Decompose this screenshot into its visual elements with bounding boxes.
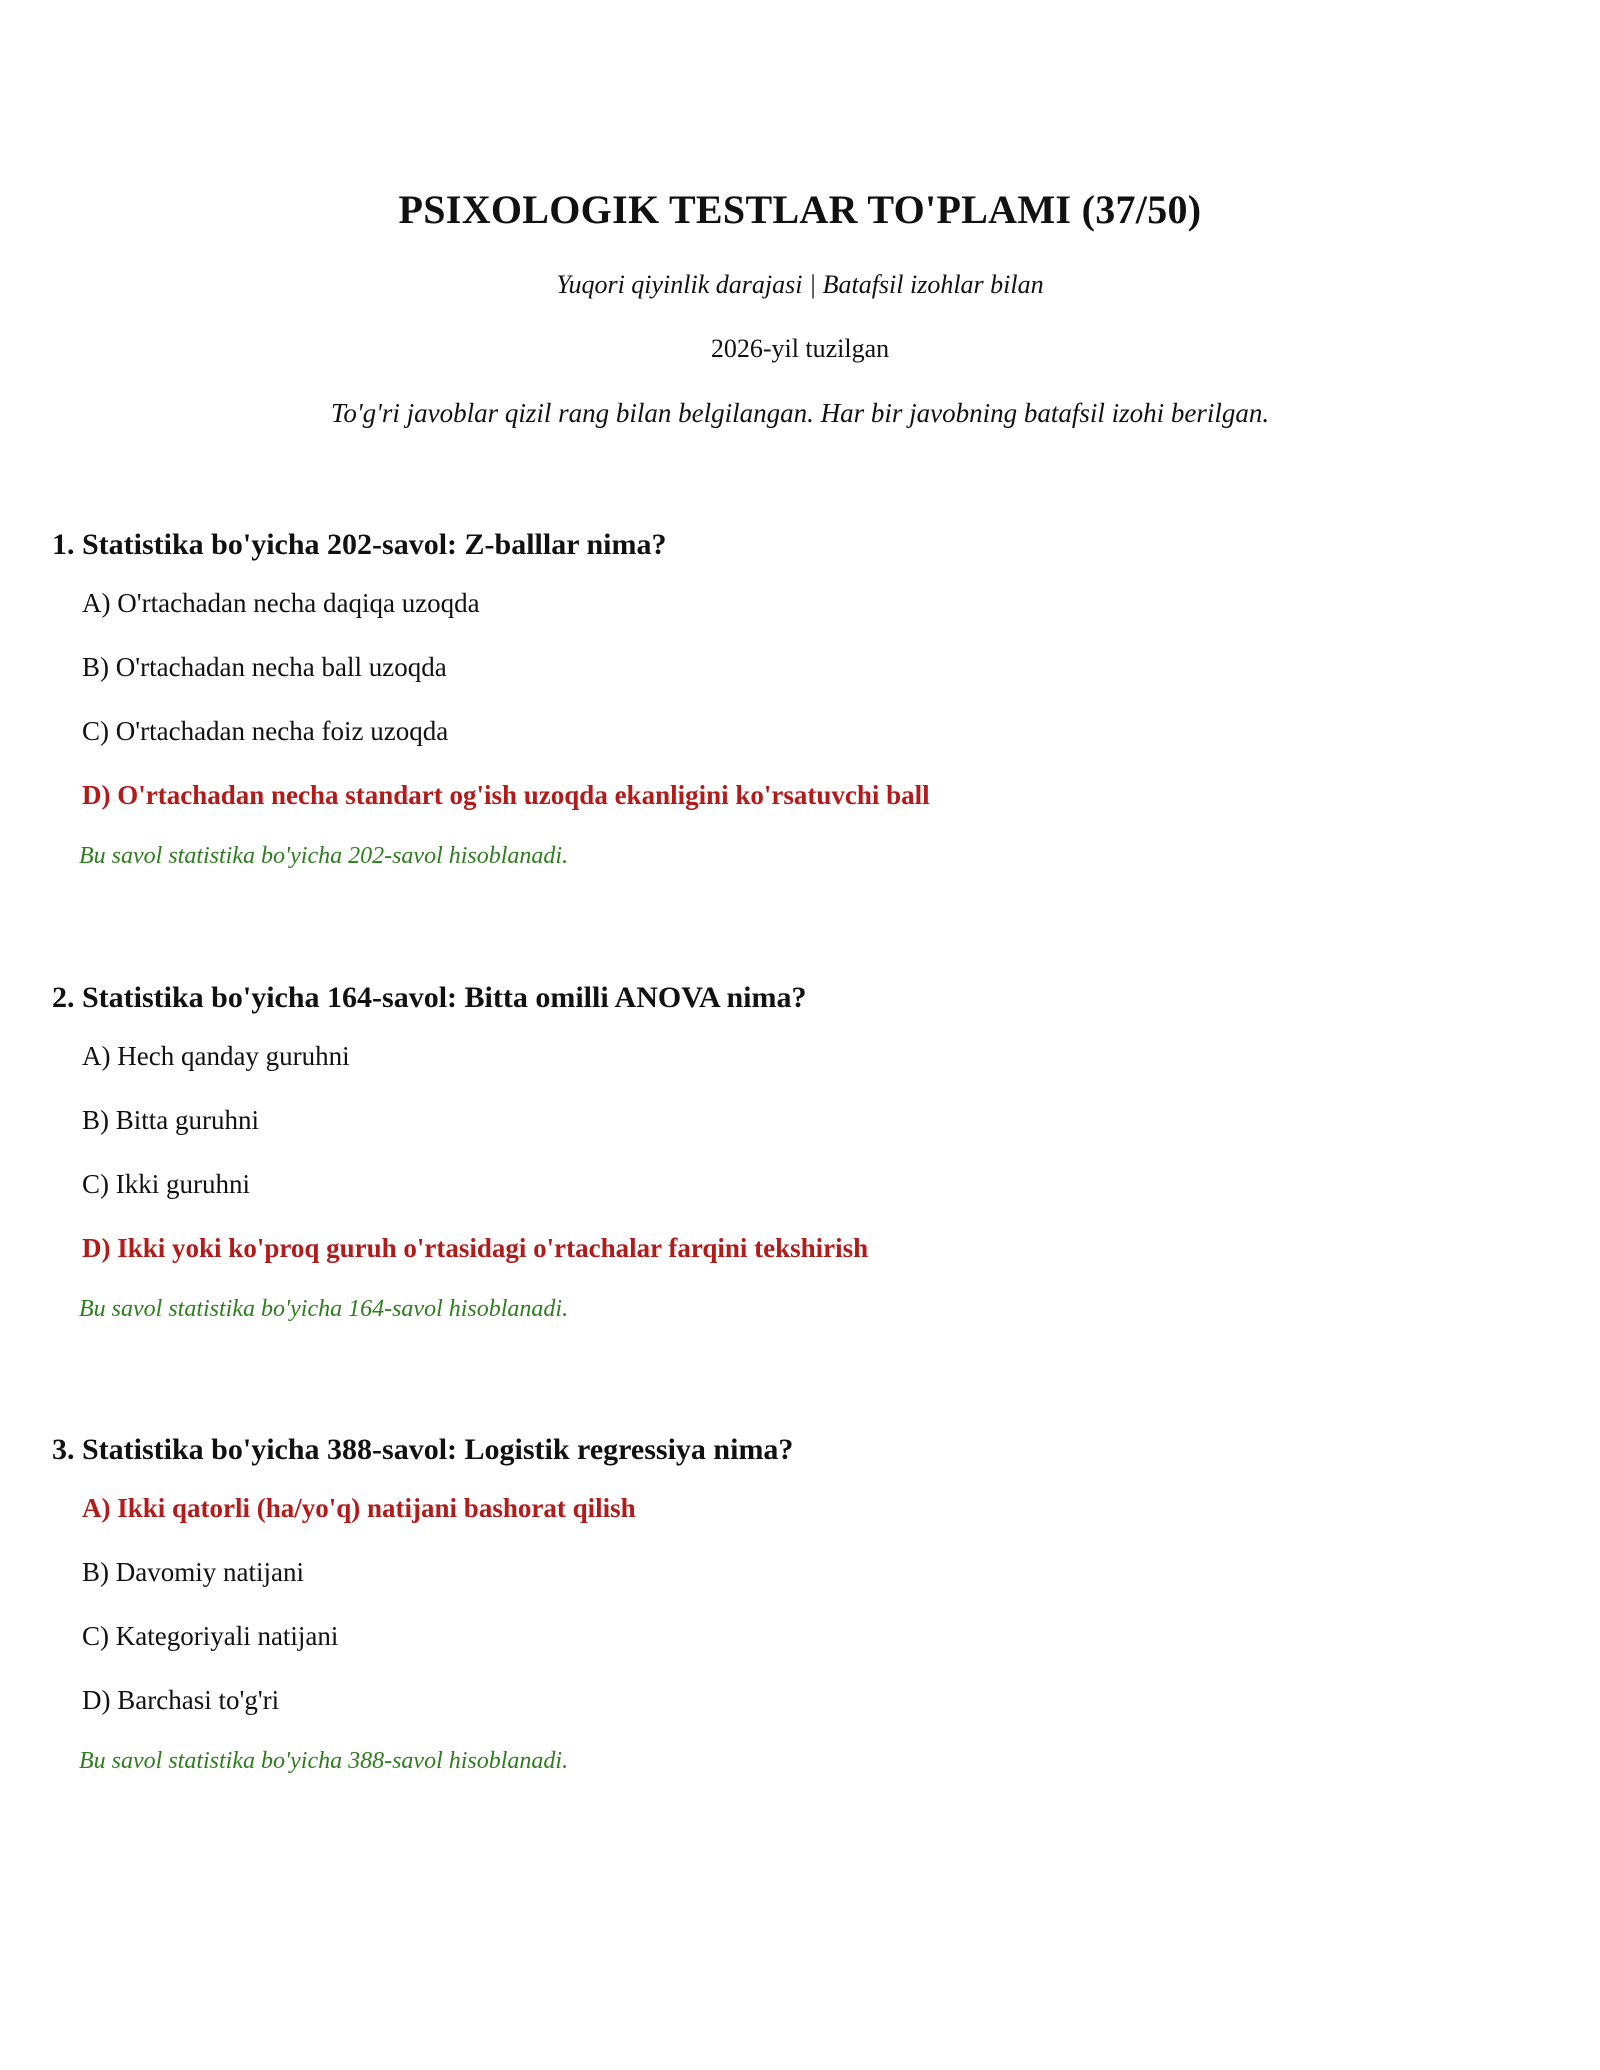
question-explanation: Bu savol statistika bo'yicha 164-savol hisoblanadi.	[79, 1296, 569, 1322]
document-note: To'g'ri javoblar qizil rang bilan belgilangan. Har bir javobning batafsil izohi berilgan.	[330, 398, 1270, 428]
option-c: C) Ikki guruhni	[82, 1169, 250, 1199]
question-explanation: Bu savol statistika bo'yicha 388-savol hisoblanadi.	[79, 1748, 569, 1774]
option-c: C) Kategoriyali natijani	[82, 1621, 339, 1651]
option-d: D) Ikki yoki ko'proq guruh o'rtasidagi o'rtachalar farqini tekshirish	[82, 1233, 869, 1263]
option-d: D) Barchasi to'g'ri	[82, 1685, 280, 1715]
option-d: D) O'rtachadan necha standart og'ish uzoqda ekanligini ko'rsatuvchi ball	[82, 780, 930, 810]
option-a: A) O'rtachadan necha daqiqa uzoqda	[82, 588, 480, 618]
question-title: 3. Statistika bo'yicha 388-savol: Logistik regressiya nima?	[52, 1433, 794, 1466]
question-explanation: Bu savol statistika bo'yicha 202-savol hisoblanadi.	[79, 843, 569, 869]
question-2	[52, 980, 1532, 1340]
question-1	[52, 527, 1532, 887]
document-subtitle: Yuqori qiyinlik darajasi | Batafsil izohlar bilan	[556, 270, 1044, 299]
question-3	[52, 1432, 1532, 1792]
option-c: C) O'rtachadan necha foiz uzoqda	[82, 716, 449, 746]
document-title: PSIXOLOGIK TESTLAR TO'PLAMI (37/50)	[398, 187, 1202, 232]
question-title: 1. Statistika bo'yicha 202-savol: Z-balllar nima?	[52, 528, 667, 561]
option-b: B) Davomiy natijani	[82, 1557, 304, 1587]
option-b: B) Bitta guruhni	[82, 1105, 259, 1135]
option-b: B) O'rtachadan necha ball uzoqda	[82, 652, 447, 682]
question-title: 2. Statistika bo'yicha 164-savol: Bitta omilli ANOVA nima?	[52, 981, 807, 1014]
option-a: A) Ikki qatorli (ha/yo'q) natijani bashorat qilish	[82, 1493, 636, 1523]
option-a: A) Hech qanday guruhni	[82, 1041, 350, 1071]
document-date: 2026-yil tuzilgan	[710, 334, 890, 363]
